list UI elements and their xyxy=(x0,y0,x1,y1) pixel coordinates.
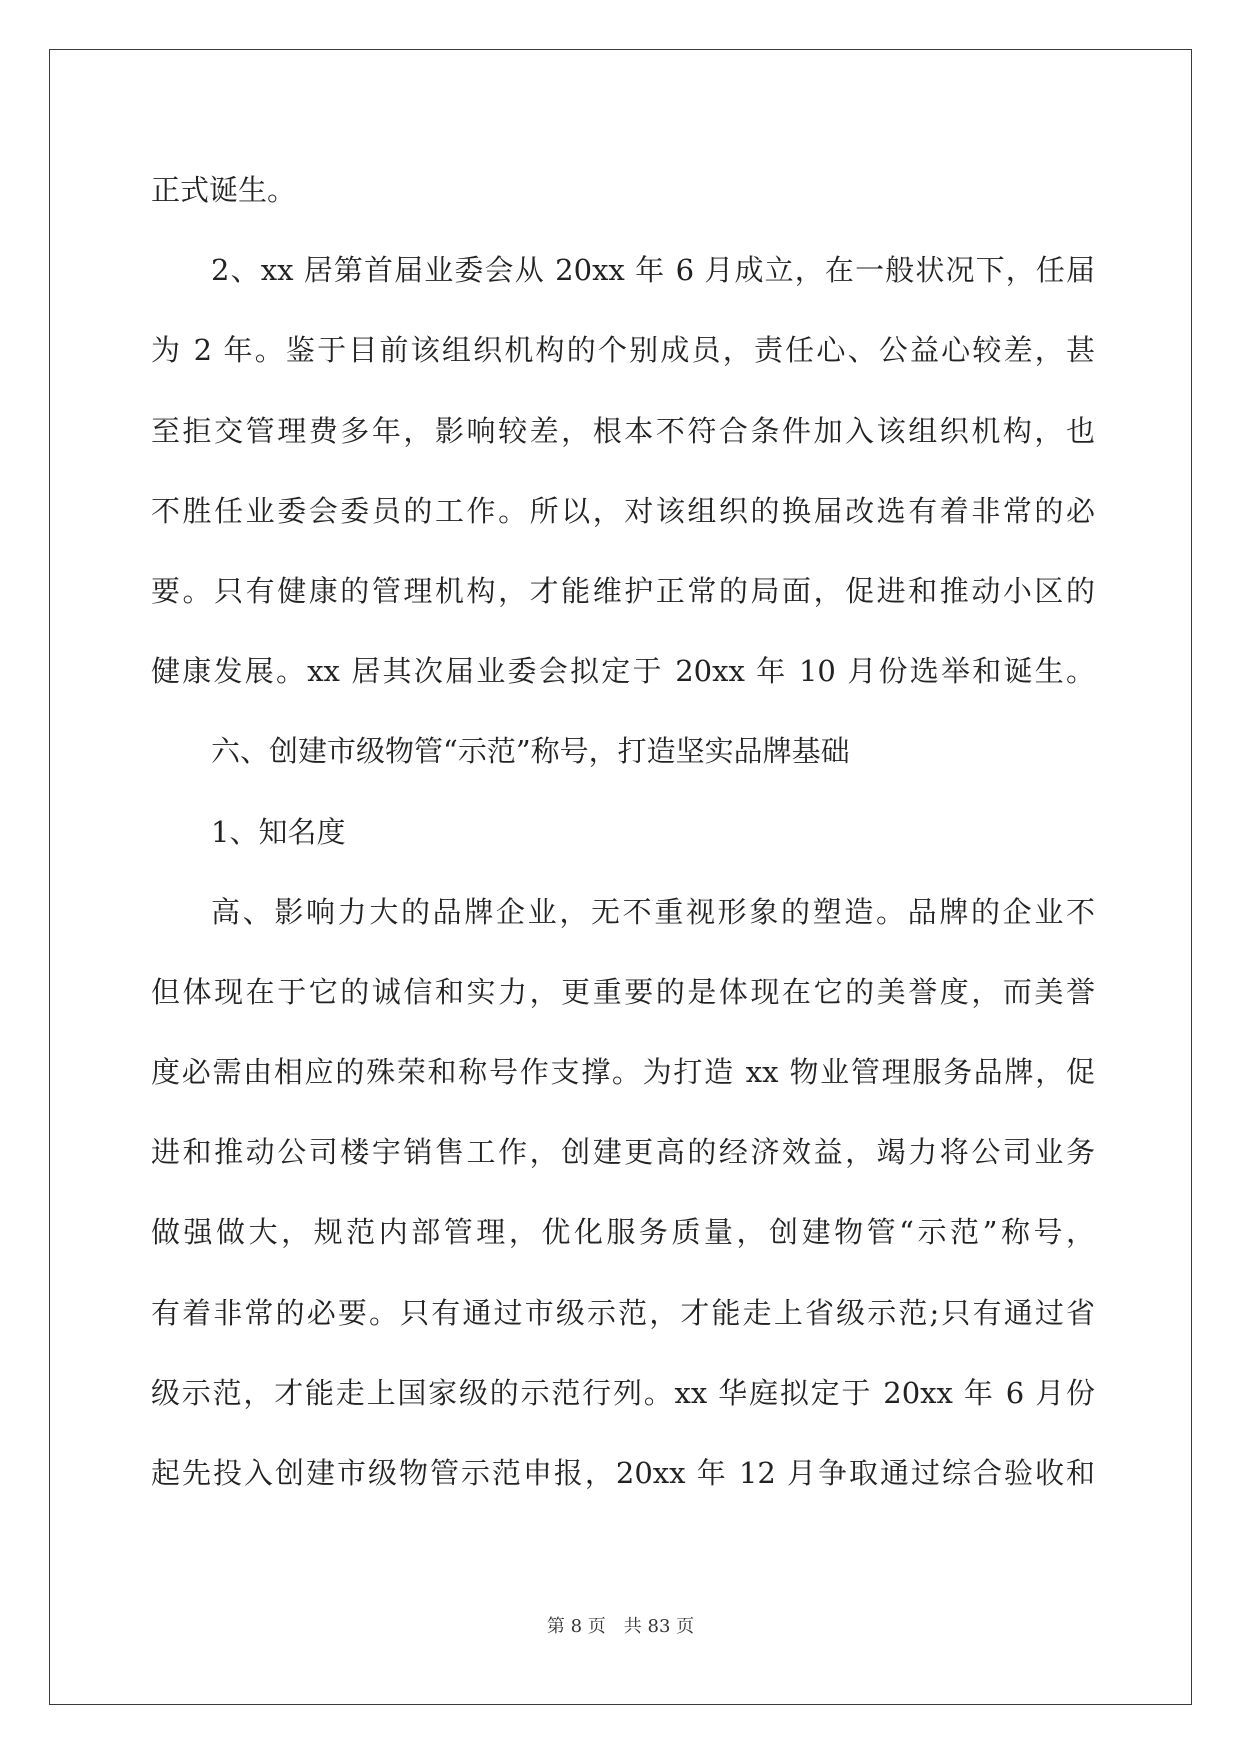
text-line: 有着非常的必要。只有通过市级示范，才能走上省级示范;只有通过省 xyxy=(151,1295,1095,1330)
text-line: 进和推动公司楼宇销售工作，创建更高的经济效益，竭力将公司业务 xyxy=(151,1135,1095,1170)
document-body xyxy=(151,150,1095,1513)
text-line: 级示范，才能走上国家级的示范行列。xx 华庭拟定于 20xx 年 6 月份 xyxy=(151,1375,1095,1410)
text-line: 正式诞生。 xyxy=(151,173,297,207)
text-line: 2、xx 居第首届业委会从 20xx 年 6 月成立，在一般状况下，任届 xyxy=(211,253,1095,288)
text-line: 高、影响力大的品牌企业，无不重视形象的塑造。品牌的企业不 xyxy=(211,894,1095,929)
page-number-footer: 第 8 页 共 83 页 xyxy=(546,1616,695,1637)
text-line: 起先投入创建市级物管示范申报，20xx 年 12 月争取通过综合验收和 xyxy=(151,1456,1095,1490)
text-line: 做强做大，规范内部管理，优化服务质量，创建物管“示范”称号， xyxy=(151,1215,1095,1250)
subsection-heading: 1、知名度 xyxy=(211,814,346,849)
text-line: 不胜任业委会委员的工作。所以，对该组织的换届改选有着非常的必 xyxy=(151,493,1095,528)
section-heading: 六、创建市级物管“示范”称号，打造坚实品牌基础 xyxy=(211,734,850,769)
text-line: 至拒交管理费多年，影响较差，根本不符合条件加入该组织机构，也 xyxy=(151,413,1095,448)
text-line: 度必需由相应的殊荣和称号作支撑。为打造 xx 物业管理服务品牌，促 xyxy=(151,1055,1095,1090)
text-line: 健康发展。xx 居其次届业委会拟定于 20xx 年 10 月份选举和诞生。 xyxy=(151,654,1095,689)
text-line: 为 2 年。鉴于目前该组织机构的个别成员，责任心、公益心较差，甚 xyxy=(151,333,1095,368)
text-line: 但体现在于它的诚信和实力，更重要的是体现在它的美誉度，而美誉 xyxy=(151,974,1095,1009)
text-line: 要。只有健康的管理机构，才能维护正常的局面，促进和推动小区的 xyxy=(151,573,1095,608)
